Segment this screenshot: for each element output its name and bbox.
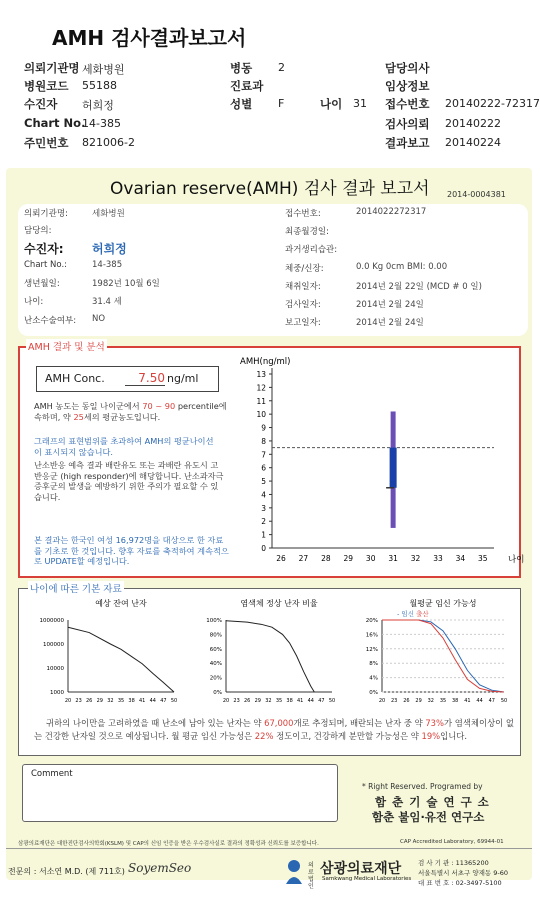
mini-x-tick-label: 47: [318, 698, 325, 704]
patient-value: 허희정: [92, 242, 127, 256]
report-label: 체중/신장:: [285, 264, 324, 274]
accreditation-note: 삼광의료재단은 대한진단검사의학회(KSLM) 및 CAP의 신임 인증을 받은 우수검사실로 결과의 정확성과 신뢰도를 보증합니다.: [18, 841, 319, 847]
comment-label: Comment: [31, 769, 73, 779]
amh-chart-xlabel: 나이: [508, 555, 525, 565]
mini-x-tick-label: 20: [378, 698, 386, 704]
mini-y-tick-label: 80%: [209, 632, 222, 639]
amh-x-tick-label: 32: [410, 554, 421, 563]
amh-range-note: 그래프의 표현범위를 초과하여 AMH의 평균나이선이 표시되지 않습니다.: [34, 436, 214, 457]
mini-x-tick-label: 32: [265, 698, 272, 704]
report-label: 채취일자:: [285, 282, 321, 292]
mini-chart-title: 염색체 정상 난자 비율: [240, 599, 318, 608]
header-value: 세화병원: [82, 63, 125, 76]
cap-number: CAP Accredited Laboratory, 69944-01: [400, 839, 504, 845]
amh-y-tick-label: 2: [261, 517, 266, 527]
patient-label: Chart No.:: [24, 260, 68, 270]
header-label: 담당의사: [385, 61, 430, 75]
normal-chromosome-chart: [182, 596, 338, 708]
header-label: 병원코드: [24, 79, 69, 93]
remaining-eggs-chart: [24, 596, 180, 708]
header-label: 주민번호: [24, 136, 69, 150]
patient-label: 의뢰기관명:: [24, 209, 68, 219]
org-address: 서울특별시 서초구 양재동 9-60: [418, 869, 509, 877]
mini-x-tick-label: 23: [391, 698, 398, 704]
amh-x-tick-label: 33: [433, 554, 443, 563]
mini-y-tick-label: 0%: [213, 690, 222, 696]
amh-conc-box: [36, 366, 219, 392]
mini-x-tick-label: 41: [297, 698, 304, 704]
amh-patient-bar: [390, 448, 397, 488]
mini-x-tick-label: 41: [464, 698, 471, 704]
header-value: 821006-2: [82, 136, 135, 149]
doctor-signature: SoyemSeo: [128, 861, 192, 875]
amh-x-tick-label: 28: [321, 554, 331, 563]
amh-y-tick-label: 8: [261, 436, 266, 446]
patient-label: 난소수술여부:: [24, 316, 77, 326]
amh-percentile-text: AMH 농도는 동일 나이군에서 70 ~ 90 percentile에 속하며, 약 25세의 평균농도입니다.: [34, 401, 227, 422]
mini-x-tick-label: 26: [244, 698, 251, 704]
mini-y-tick-label: 0%: [369, 690, 378, 696]
amh-conc-label: AMH Conc.: [45, 372, 105, 385]
report-label: 접수번호:: [285, 209, 321, 219]
amh-y-tick-label: 9: [261, 423, 266, 433]
mini-y-tick-label: 10000: [46, 666, 64, 672]
mini-y-tick-label: 8%: [369, 661, 378, 668]
age-summary: 귀하의 나이만을 고려하였을 때 난소에 남아 있는 난자는 약 67,000개로 추정되며, 배란되는 난자 중 약 73%가 염색체이상이 없는 건강한 난자일 것으로 예상됩니다. 월 평균 임신 가능성은 22% 정도이고, 건강하게 분만할 가능성은 약 19%입니다.: [34, 718, 515, 741]
doctor-name: 전문의 : 서소연 M.D. (제 711호): [8, 867, 125, 876]
org-type: 의료법인: [308, 862, 314, 890]
amh-conc-value: 7.50: [125, 371, 165, 386]
amh-y-tick-label: 6: [261, 463, 266, 473]
org-name-en: Samkwang Medical Laboratories: [322, 876, 412, 882]
mini-x-tick-label: 41: [139, 698, 146, 704]
amh-chart-ylabel: AMH(ng/ml): [240, 357, 291, 367]
amh-x-tick-label: 30: [365, 554, 376, 563]
header-value: 20140224: [445, 136, 501, 149]
amh-x-tick-label: 29: [343, 554, 354, 563]
mini-y-tick-label: 100000: [43, 642, 64, 648]
mini-x-tick-label: 32: [427, 698, 434, 704]
header-label: 나이: [320, 97, 343, 111]
amh-x-tick-label: 27: [298, 554, 309, 563]
header-label: Chart No.: [24, 116, 86, 130]
header-label: 수진자: [24, 97, 58, 111]
comment-box: [22, 764, 338, 822]
mini-x-tick-label: 29: [415, 698, 422, 704]
mini-x-tick-label: 26: [86, 698, 93, 704]
header-label: 검사의뢰: [385, 117, 430, 131]
header-value: 14-385: [82, 117, 121, 130]
report-label: 최종월경일:: [285, 227, 329, 237]
report-value: 0.0 Kg 0cm BMI: 0.00: [356, 262, 448, 272]
mini-x-tick-label: 23: [233, 698, 240, 704]
org-name: 삼광의료재단: [320, 861, 402, 877]
report-title: Ovarian reserve(AMH) 검사 결과 보고서: [110, 179, 430, 199]
mini-x-tick-label: 38: [286, 698, 293, 704]
header-label: 접수번호: [385, 97, 430, 111]
amh-y-tick-label: 3: [261, 503, 266, 513]
mini-x-tick-label: 44: [476, 698, 483, 704]
patient-label: 생년월일:: [24, 279, 60, 289]
header-label: 진료과: [230, 79, 264, 93]
mini-x-tick-label: 35: [275, 698, 283, 704]
mini-y-tick-label: 1000000: [39, 618, 64, 624]
amh-y-tick-label: 7: [261, 450, 266, 460]
mini-x-tick-label: 47: [160, 698, 167, 704]
mini-x-tick-label: 50: [328, 698, 336, 704]
rights-notice: * Right Reserved. Programed by: [362, 782, 483, 791]
mini-x-tick-label: 32: [107, 698, 114, 704]
mini-x-tick-label: 44: [149, 698, 156, 704]
amh-x-tick-label: 31: [388, 554, 398, 563]
mini-x-tick-label: 47: [488, 698, 495, 704]
pregnancy-series-0: [382, 620, 504, 692]
amh-y-tick-label: 4: [261, 490, 266, 500]
amh-x-tick-label: 26: [276, 554, 286, 563]
header-label: 성별: [230, 97, 253, 111]
amh-y-tick-label: 1: [261, 530, 266, 540]
mini-x-tick-label: 23: [75, 698, 82, 704]
amh-age-chart: [232, 352, 525, 574]
mini-y-tick-label: 100%: [206, 618, 222, 624]
legend-pregnancy: 임신: [401, 610, 414, 618]
report-label: 과거생리습관:: [285, 245, 338, 255]
mini-chart-title: 월평균 임신 가능성: [409, 599, 477, 608]
mini-y-tick-label: 12%: [365, 646, 378, 653]
amh-y-tick-label: 13: [256, 370, 266, 379]
mini-y-tick-label: 4%: [369, 675, 378, 682]
mini-y-tick-label: 16%: [365, 632, 378, 639]
amh-x-tick-label: 35: [478, 554, 488, 563]
normal-chromosome-line: [226, 621, 314, 692]
header-label: 임상정보: [385, 79, 430, 93]
patient-value: 31.4 세: [92, 297, 122, 307]
header-value: 허희정: [82, 99, 114, 112]
mini-chart-title: 예상 잔여 난자: [95, 599, 147, 608]
mini-y-tick-label: 60%: [209, 646, 222, 653]
patient-label: 나이:: [24, 297, 44, 307]
report-value: 2014022272317: [356, 207, 427, 217]
patient-label: 수진자:: [24, 242, 64, 256]
mini-x-tick-label: 35: [439, 698, 447, 704]
footer-divider: [6, 848, 532, 849]
mini-x-tick-label: 50: [500, 698, 508, 704]
header-value: 20140222-72317: [445, 97, 540, 110]
header-value: 20140222: [445, 117, 501, 130]
amh-x-tick-label: 34: [455, 554, 466, 563]
pregnancy-legend: - 임신 출산: [397, 610, 429, 618]
amh-y-tick-label: 11: [256, 396, 266, 406]
patient-value: 14-385: [92, 260, 123, 270]
report-label: 검사일자:: [285, 300, 321, 310]
mini-x-tick-label: 29: [96, 698, 103, 704]
org-phone: 대 표 번 호 : 02-3497-5100: [418, 879, 502, 887]
header-value: 2: [278, 61, 285, 74]
report-doc-no: 2014-0004381: [447, 190, 506, 199]
amh-y-tick-label: 10: [256, 410, 266, 420]
mini-x-tick-label: 29: [254, 698, 261, 704]
lab-name-1: 함 춘 기 술 연 구 소: [375, 795, 490, 809]
mini-y-tick-label: 20%: [365, 618, 378, 624]
patient-label: 담당의:: [24, 226, 52, 236]
amh-y-tick-label: 0: [261, 544, 266, 553]
mini-y-tick-label: 20%: [209, 675, 222, 682]
report-value: 2014년 2월 22일 (MCD # 0 일): [356, 282, 482, 292]
header-value: F: [278, 97, 285, 110]
mini-x-tick-label: 26: [403, 698, 410, 704]
report-value: 2014년 2월 24일: [356, 318, 424, 328]
header-label: 의뢰기관명: [24, 61, 80, 75]
mini-x-tick-label: 44: [307, 698, 314, 704]
lab-name-2: 함춘 불임·유전 연구소: [372, 810, 485, 824]
header-label: 병동: [230, 61, 253, 75]
amh-y-tick-label: 5: [261, 477, 266, 487]
amh-section-label: AMH 결과 및 분석: [26, 339, 107, 353]
amh-response-text: 난소반응 예측 결과 배란유도 또는 과배란 유도시 고반응군 (high responder)에 해당합니다. 난소과자극 증후군의 발생을 예방하기 위한 주의가 필요할 수 있습니다.: [34, 460, 224, 502]
amh-conc-unit: ng/ml: [167, 372, 199, 385]
org-code: 검 사 기 관 : 11365200: [418, 859, 489, 867]
mini-x-tick-label: 20: [64, 698, 72, 704]
header-value: 31: [353, 97, 367, 110]
remaining-eggs-line: [68, 627, 174, 692]
amh-y-tick-label: 12: [256, 383, 266, 393]
samkwang-logo-icon: [284, 856, 304, 886]
document-title: AMH 검사결과보고서: [52, 26, 247, 50]
patient-value: NO: [92, 314, 106, 324]
report-label: 보고일자:: [285, 318, 321, 328]
report-value: 2014년 2월 24일: [356, 300, 424, 310]
header-value: 55188: [82, 79, 117, 92]
mini-x-tick-label: 38: [128, 698, 135, 704]
mini-y-tick-label: 1000: [50, 690, 64, 696]
legend-birth: 출산: [416, 610, 429, 618]
header-label: 결과보고: [385, 136, 430, 150]
mini-x-tick-label: 38: [452, 698, 459, 704]
patient-value: 세화병원: [92, 209, 125, 219]
amh-basis-note: 본 결과는 한국인 여성 16,972명을 대상으로 한 자료를 기초로 한 것입니다. 향후 자료를 축적하여 계속적으로 UPDATE할 예정입니다.: [34, 535, 229, 566]
mini-x-tick-label: 35: [117, 698, 125, 704]
mini-x-tick-label: 20: [222, 698, 230, 704]
mini-y-tick-label: 40%: [209, 661, 222, 668]
patient-value: 1982년 10월 6일: [92, 279, 160, 289]
mini-x-tick-label: 50: [170, 698, 178, 704]
age-section-label: 나이에 따른 기본 자료: [28, 581, 124, 595]
